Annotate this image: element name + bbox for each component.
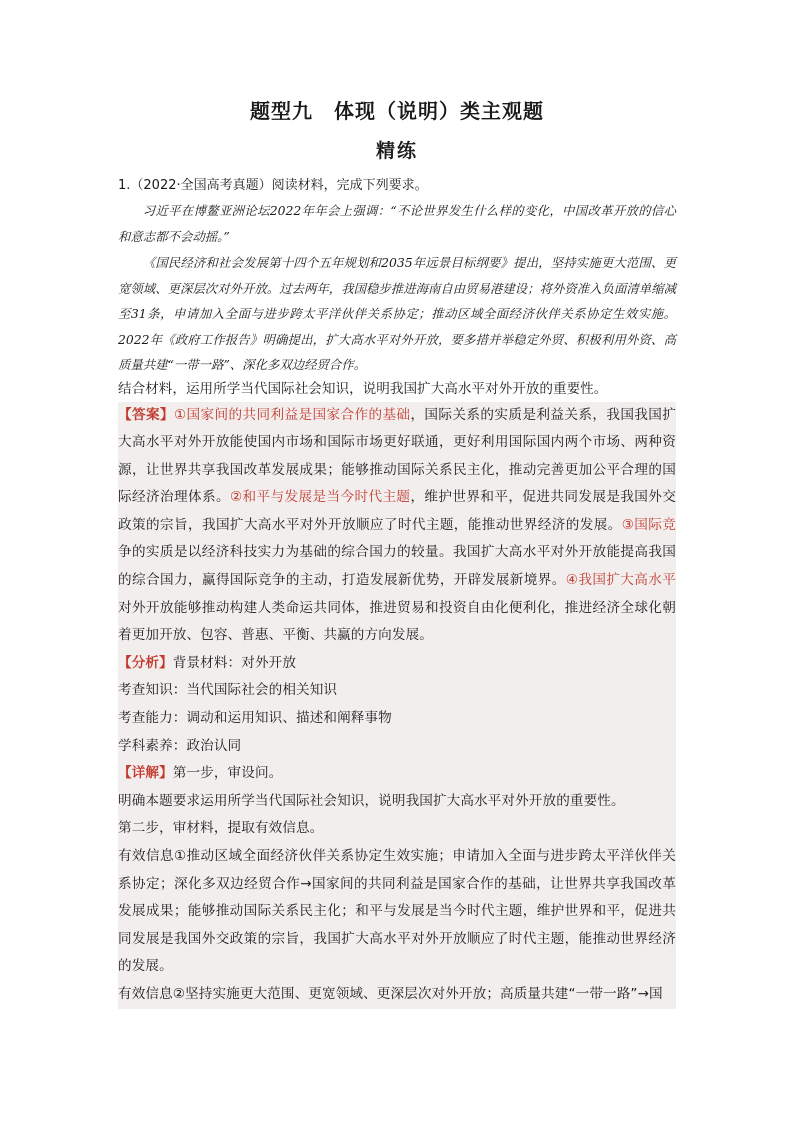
detail-step-1-text: 明确本题要求运用所学当代国际社会知识，说明我国扩大高水平对外开放的重要性。 xyxy=(118,792,625,809)
analysis-ability: 考查能力：调动和运用知识、描述和阐释事物 xyxy=(118,710,392,727)
analysis-line xyxy=(118,650,676,678)
answer-point-1-lead: ①国家间的共同利益是国家合作的基础 xyxy=(173,406,411,423)
page-subtitle: 精练 xyxy=(375,140,418,162)
page-title: 题型九 体现（说明）类主观题 xyxy=(250,99,544,123)
analysis-tag: 【分析】 xyxy=(118,654,173,671)
question-prompt: 结合材料，运用所学当代国际社会知识，说明我国扩大高水平对外开放的重要性。 xyxy=(118,380,608,397)
detail-tag: 【详解】 xyxy=(118,765,173,782)
answer-point-2-text: ，维护世界和平，促进共同发展是我国外交政策的宗旨，我国扩大高水平对外开放顺应了时代主题，能推动世界经济的发展。 xyxy=(118,489,676,533)
answer-section xyxy=(118,402,676,1009)
detail-step-2: 第二步，审材料，提取有效信息。 xyxy=(118,820,324,837)
answer-tag: 【答案】 xyxy=(118,406,174,423)
answer-point-1-text: ，国际关系的实质是利益关系，我国我国扩大高水平对外开放能使国内市场和国际市场更好联通，更好利用国际国内两个市场、两种资源，让世界共享我国改革发展成果；能够推动国际关系民主化，推动完善更加公平合理的国际经济治理体系。 xyxy=(118,406,676,506)
answer-point-4-lead: ④我国扩大高水平 xyxy=(565,572,676,589)
analysis-literacy: 学科素养：政治认同 xyxy=(118,737,242,754)
answer-point-3-lead: ③国际竞 xyxy=(621,516,676,533)
document-page xyxy=(118,96,676,1009)
detail-step-1: 第一步，审设问。 xyxy=(172,765,283,782)
material-paragraph-2: 《国民经济和社会发展第十四个五年规划和2035年远景目标纲要》提出，坚持实施更大范围、更宽领域、更深层次对外开放。过去两年，我国稳步推进海南自由贸易港建设；将外资准入负面清单缩减至31条，申请加入全面与进步跨太平洋伙伴关系协定；推动区域全面经济伙伴关系协定生效实施。2022年《政府工作报告》明确提出，扩大高水平对外开放，要多措并举稳定外贸、积极利用外资、高质量共建“一带一路”、深化多双边经贸合作。 xyxy=(118,255,676,372)
answer-paragraph xyxy=(118,402,676,650)
question-heading: 1.（2022·全国高考真题）阅读材料，完成下列要求。 xyxy=(118,178,428,193)
material-paragraph-1: 习近平在博鳌亚洲论坛2022年年会上强调：“不论世界发生什么样的变化，中国改革开放的信心和意志都不会动摇。” xyxy=(118,203,676,244)
analysis-background: 背景材料：对外开放 xyxy=(172,654,297,671)
detail-info-2: 有效信息②坚持实施更大范围、更宽领域、更深层次对外开放；高质量共建“一带一路”→国 xyxy=(118,985,663,1002)
answer-point-4-text: 对外开放能够推动构建人类命运共同体，推进贸易和投资自由化便利化，推进经济全球化朝着更加开放、包容、普惠、平衡、共赢的方向发展。 xyxy=(118,599,676,644)
analysis-knowledge: 考查知识：当代国际社会的相关知识 xyxy=(118,682,338,699)
detail-line xyxy=(118,760,676,788)
answer-point-2-lead: ②和平与发展是当今时代主题 xyxy=(229,489,411,506)
detail-info-1: 有效信息①推动区域全面经济伙伴关系协定生效实施；申请加入全面与进步跨太平洋伙伴关系协定；深化多双边经贸合作→国家间的共同利益是国家合作的基础，让世界共享我国改革发展成果；能够推动国际关系民主化；和平与发展是当今时代主题，维护世界和平，促进共同发展是我国外交政策的宗旨，我国扩大高水平对外开放顺应了时代主题，能推动世界经济的发展。 xyxy=(118,848,676,975)
answer-point-3-text: 争的实质是以经济科技实力为基础的综合国力的较量。我国扩大高水平对外开放能提高我国的综合国力，赢得国际竞争的主动，打造发展新优势，开辟发展新境界。 xyxy=(118,544,676,589)
